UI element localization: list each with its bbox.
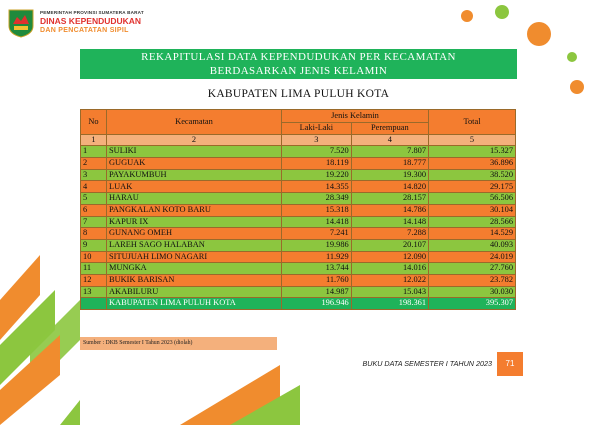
row-perempuan: 14.820: [351, 181, 428, 193]
table-row: [81, 274, 516, 286]
row-total: 36.896: [429, 158, 516, 170]
row-perempuan: 12.022: [351, 274, 428, 286]
row-perempuan: 14.786: [351, 204, 428, 216]
row-kecamatan: LAREH SAGO HALABAN: [107, 239, 282, 251]
row-no: 5: [81, 193, 107, 205]
row-no: 9: [81, 239, 107, 251]
department-name: DINAS KEPENDUDUKAN: [40, 16, 142, 26]
table-row: [81, 263, 516, 275]
row-laki: 14.418: [282, 216, 352, 228]
row-kecamatan: BUKIK BARISAN: [107, 274, 282, 286]
row-laki: 14.355: [282, 181, 352, 193]
row-no: 8: [81, 228, 107, 240]
header-perempuan: Perempuan: [351, 123, 428, 135]
row-no: 3: [81, 169, 107, 181]
row-laki: 13.744: [282, 263, 352, 275]
row-perempuan: 7.807: [351, 146, 428, 158]
row-no: 6: [81, 204, 107, 216]
department-name-line2: DAN PENCATATAN SIPIL: [40, 27, 129, 34]
row-kecamatan: LUAK: [107, 181, 282, 193]
row-kecamatan: SITUJUAH LIMO NAGARI: [107, 251, 282, 263]
decor-dot: [461, 10, 473, 22]
row-total: 14.529: [429, 228, 516, 240]
row-kecamatan: MUNGKA: [107, 263, 282, 275]
table-row: [81, 228, 516, 240]
row-kecamatan: KAPUR IX: [107, 216, 282, 228]
row-kecamatan: SULIKI: [107, 146, 282, 158]
row-perempuan: 20.107: [351, 239, 428, 251]
decor-dot: [495, 5, 509, 19]
row-laki: 15.318: [282, 204, 352, 216]
table-row: [81, 239, 516, 251]
row-total: 56.506: [429, 193, 516, 205]
row-total: 30.030: [429, 286, 516, 298]
row-no: 10: [81, 251, 107, 263]
table-row: [81, 216, 516, 228]
page-number: 71: [497, 352, 523, 376]
row-kecamatan: GUGUAK: [107, 158, 282, 170]
row-perempuan: 19.300: [351, 169, 428, 181]
province-emblem-icon: [8, 8, 34, 38]
row-total: 38.520: [429, 169, 516, 181]
row-no: 12: [81, 274, 107, 286]
government-label: PEMERINTAH PROVINSI SUMATERA BARAT: [40, 10, 144, 15]
row-laki: 7.520: [282, 146, 352, 158]
row-total: 15.327: [429, 146, 516, 158]
row-laki: 7.241: [282, 228, 352, 240]
row-perempuan: 14.016: [351, 263, 428, 275]
region-title: KABUPATEN LIMA PULUH KOTA: [207, 88, 390, 100]
row-no: 11: [81, 263, 107, 275]
header-total: Total: [429, 110, 516, 135]
column-number: 3: [282, 134, 352, 146]
row-no: 2: [81, 158, 107, 170]
row-total: 24.019: [429, 251, 516, 263]
row-total: 23.782: [429, 274, 516, 286]
row-total: 29.175: [429, 181, 516, 193]
row-perempuan: 28.157: [351, 193, 428, 205]
row-laki: 14.987: [282, 286, 352, 298]
total-all: 395.307: [429, 298, 516, 310]
row-laki: 28.349: [282, 193, 352, 205]
row-perempuan: 12.090: [351, 251, 428, 263]
row-no: 7: [81, 216, 107, 228]
row-total: 27.760: [429, 263, 516, 275]
table-row: [81, 204, 516, 216]
row-no: 13: [81, 286, 107, 298]
row-laki: 18.119: [282, 158, 352, 170]
row-perempuan: 15.043: [351, 286, 428, 298]
decor-dot: [14, 290, 24, 300]
table-row: [81, 181, 516, 193]
row-kecamatan: PANGKALAN KOTO BARU: [107, 204, 282, 216]
row-kecamatan: GUNANG OMEH: [107, 228, 282, 240]
total-row: [81, 298, 516, 310]
row-kecamatan: PAYAKUMBUH: [107, 169, 282, 181]
column-number: 1: [81, 134, 107, 146]
row-laki: 11.929: [282, 251, 352, 263]
row-laki: 11.760: [282, 274, 352, 286]
row-perempuan: 7.288: [351, 228, 428, 240]
header-kecamatan: Kecamatan: [107, 110, 282, 135]
table-row: [81, 286, 516, 298]
total-perempuan: 198.361: [351, 298, 428, 310]
table-row: [81, 169, 516, 181]
table-row: [81, 146, 516, 158]
row-no: 1: [81, 146, 107, 158]
row-no: 4: [81, 181, 107, 193]
table-row: [81, 251, 516, 263]
column-number: 4: [351, 134, 428, 146]
source-note: Sumber : DKB Semester I Tahun 2023 (diolah): [80, 337, 277, 350]
title-line2: BERDASARKAN JENIS KELAMIN: [209, 64, 388, 77]
row-total: 28.566: [429, 216, 516, 228]
row-laki: 19.220: [282, 169, 352, 181]
title-line1: REKAPITULASI DATA KEPENDUDUKAN PER KECAMATAN: [141, 51, 456, 63]
decor-dot: [567, 52, 577, 62]
decor-dot: [527, 22, 551, 46]
column-number: 5: [429, 134, 516, 146]
row-total: 30.104: [429, 204, 516, 216]
header-laki: Laki-Laki: [282, 123, 352, 135]
book-title: BUKU DATA SEMESTER I TAHUN 2023: [362, 359, 492, 368]
population-table: [80, 109, 516, 310]
row-kecamatan: HARAU: [107, 193, 282, 205]
row-perempuan: 14.148: [351, 216, 428, 228]
title-banner: [80, 49, 517, 79]
row-laki: 19.986: [282, 239, 352, 251]
row-total: 40.093: [429, 239, 516, 251]
total-laki: 196.946: [282, 298, 352, 310]
decor-dot: [570, 80, 584, 94]
header-jenis-kelamin: Jenis Kelamin: [282, 110, 429, 123]
table-row: [81, 193, 516, 205]
total-no-cell: [81, 298, 107, 310]
column-number-row: [81, 134, 516, 146]
header-no: No: [81, 110, 107, 135]
column-number: 2: [107, 134, 282, 146]
row-perempuan: 18.777: [351, 158, 428, 170]
total-region-name: KABUPATEN LIMA PULUH KOTA: [107, 298, 282, 310]
row-kecamatan: AKABILURU: [107, 286, 282, 298]
table-row: [81, 158, 516, 170]
